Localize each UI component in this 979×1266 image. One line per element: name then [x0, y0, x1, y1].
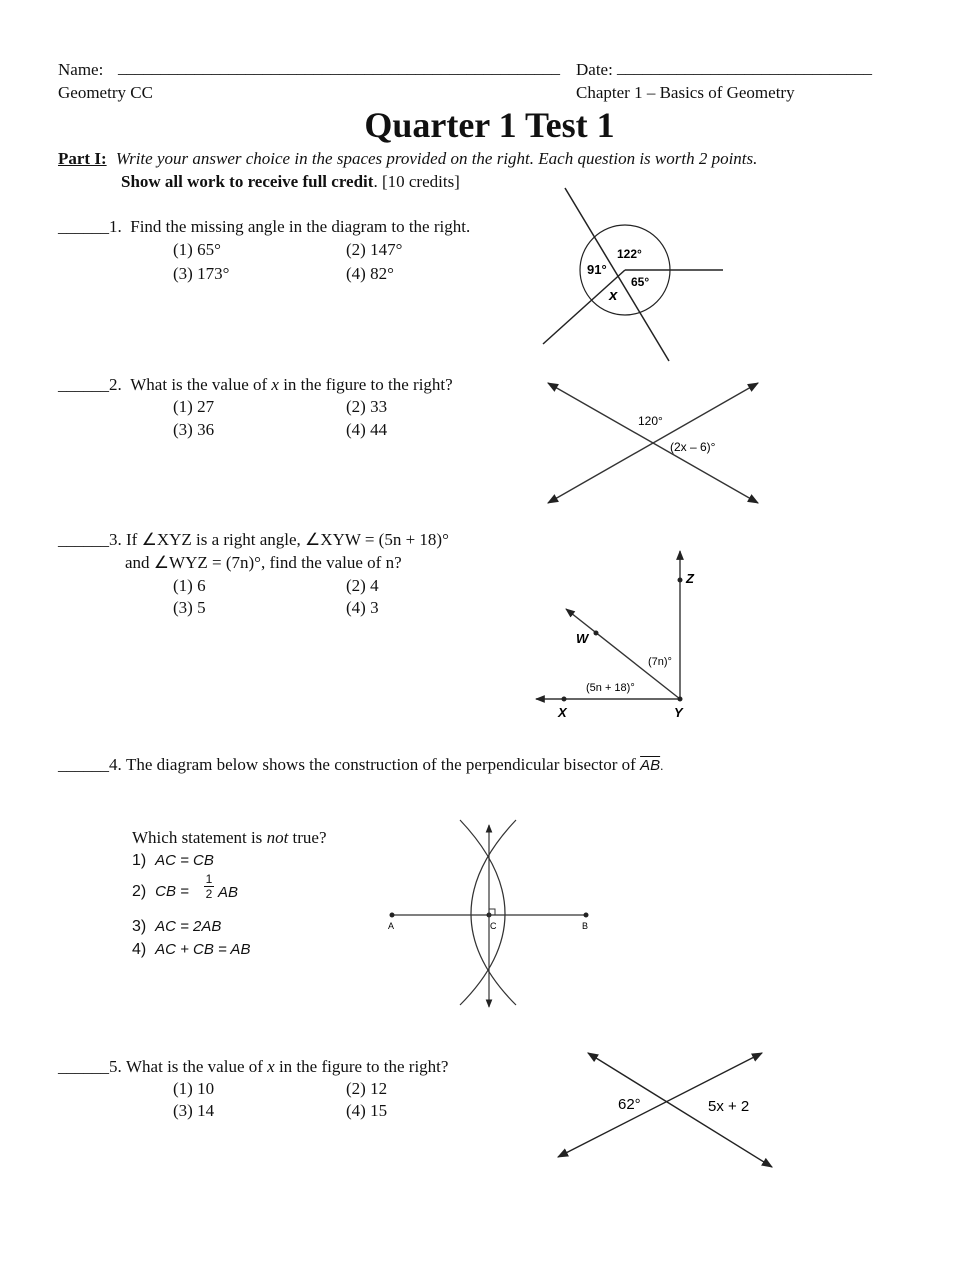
point-c-label: C: [490, 921, 497, 931]
fraction-denominator: 2: [205, 887, 213, 901]
statement-expr: CB =: [155, 883, 189, 900]
statement-number: 2): [132, 883, 147, 900]
question-text: Find the missing angle in the diagram to the right.: [130, 217, 471, 236]
choice: (2) 33: [346, 397, 388, 416]
prompt-emphasis: not: [266, 828, 289, 847]
date-label: Date:: [576, 60, 613, 79]
choice: (2) 4: [346, 576, 379, 595]
question-1: [58, 217, 470, 237]
date-blank[interactable]: ______________________________: [617, 58, 872, 77]
diagram-right-angle: [530, 545, 720, 725]
part-label: Part I:: [58, 149, 107, 168]
question-3: [58, 530, 449, 550]
variable: x: [271, 375, 279, 394]
statement-number: 3): [132, 918, 147, 935]
point-z-label: Z: [686, 571, 694, 586]
angle-x-label: x: [609, 287, 618, 304]
question-5: [58, 1057, 448, 1077]
question-number: 1.: [109, 217, 122, 236]
prompt-text: true?: [288, 828, 327, 847]
choice: (2) 12: [346, 1079, 388, 1098]
statement-2: [132, 883, 189, 901]
angle-62-label: 62°: [618, 1096, 641, 1113]
diagram-intersecting-lines-2: [550, 1045, 780, 1175]
choice: (4) 3: [346, 598, 379, 617]
angle-91-label: 91°: [587, 262, 607, 277]
question-text: If ∠XYZ is a right angle, ∠XYW = (5n + 18)°: [126, 530, 449, 549]
angle-expr-label: (2x – 6)°: [670, 440, 716, 454]
choice: (3) 14: [173, 1101, 215, 1120]
question-text: What is the value of: [130, 375, 272, 394]
answer-blank-5[interactable]: ______: [58, 1057, 109, 1076]
prompt-text: Which statement is: [132, 828, 267, 847]
fraction-numerator: 1: [205, 872, 213, 886]
statement-4: [132, 941, 250, 959]
choice: (1) 10: [173, 1079, 215, 1098]
angle-5n-label: (5n + 18)°: [586, 682, 635, 694]
course-name: Geometry CC: [58, 83, 153, 102]
question-text: The diagram below shows the construction of the perpendicular bisector of: [126, 755, 641, 774]
question-text: in the figure to the right?: [278, 375, 453, 394]
point-a-label: A: [388, 921, 395, 931]
angle-expr-label: 5x + 2: [708, 1098, 750, 1115]
point-w-label: W: [576, 631, 589, 646]
statement-3: [132, 918, 221, 936]
choice: (4) 82°: [346, 264, 394, 283]
statement-1: [132, 852, 214, 870]
show-work-note: Show all work to receive full credit: [121, 172, 374, 191]
question-4: [58, 755, 663, 775]
page-title: Quarter 1 Test 1: [364, 105, 615, 145]
fraction-half: [204, 872, 214, 901]
period: .: [660, 758, 664, 773]
name-label: Name:: [58, 60, 104, 79]
answer-blank-4[interactable]: ______: [58, 755, 109, 774]
choice: (1) 27: [173, 397, 215, 416]
choice: (4) 44: [346, 420, 388, 439]
question-2: [58, 375, 453, 395]
answer-blank-3[interactable]: ______: [58, 530, 109, 549]
question-number: 4.: [109, 755, 122, 774]
diagram-circle-angles: [535, 180, 735, 370]
choice: (3) 173°: [173, 264, 230, 283]
point-x-label: X: [558, 705, 567, 720]
segment-ab: $\overline{AB}$: [640, 757, 661, 774]
part-instructions: Write your answer choice in the spaces provided on the right. Each question is worth 2 points.: [115, 149, 758, 168]
question-text-line2: and ∠WYZ = (7n)°, find the value of n?: [125, 553, 402, 572]
answer-blank-2[interactable]: ______: [58, 375, 109, 394]
answer-blank-1[interactable]: ______: [58, 217, 109, 236]
question-4-prompt: [132, 828, 327, 848]
statement-number: 4): [132, 941, 147, 958]
choice: (4) 15: [346, 1101, 388, 1120]
statement-number: 1): [132, 852, 147, 869]
diagram-intersecting-lines-1: [540, 375, 770, 515]
diagram-perpendicular-bisector: [380, 815, 600, 1010]
question-number: 2.: [109, 375, 122, 394]
choice: (1) 65°: [173, 240, 221, 259]
statement-expr: AC = CB: [155, 852, 214, 869]
question-text: in the figure to the right?: [274, 1057, 449, 1076]
point-b-label: B: [582, 921, 589, 931]
choice: (3) 36: [173, 420, 215, 439]
chapter-name: Chapter 1 – Basics of Geometry: [576, 83, 795, 102]
variable: x: [267, 1057, 275, 1076]
angle-122-label: 122°: [617, 247, 642, 261]
name-blank[interactable]: ____________________________________________________: [118, 58, 560, 77]
choice: (2) 147°: [346, 240, 403, 259]
statement-expr: AC = 2AB: [155, 918, 222, 935]
statement-expr: AC + CB = AB: [155, 941, 251, 958]
angle-7n-label: (7n)°: [648, 656, 672, 668]
choice: (3) 5: [173, 598, 206, 617]
angle-120-label: 120°: [638, 414, 663, 428]
question-number: 5.: [109, 1057, 122, 1076]
statement-expr: AB: [218, 884, 239, 901]
angle-65-label: 65°: [631, 275, 650, 289]
question-number: 3.: [109, 530, 122, 549]
point-y-label: Y: [674, 705, 683, 720]
choice: (1) 6: [173, 576, 206, 595]
question-text: What is the value of: [126, 1057, 268, 1076]
credits-note: . [10 credits]: [373, 172, 460, 191]
